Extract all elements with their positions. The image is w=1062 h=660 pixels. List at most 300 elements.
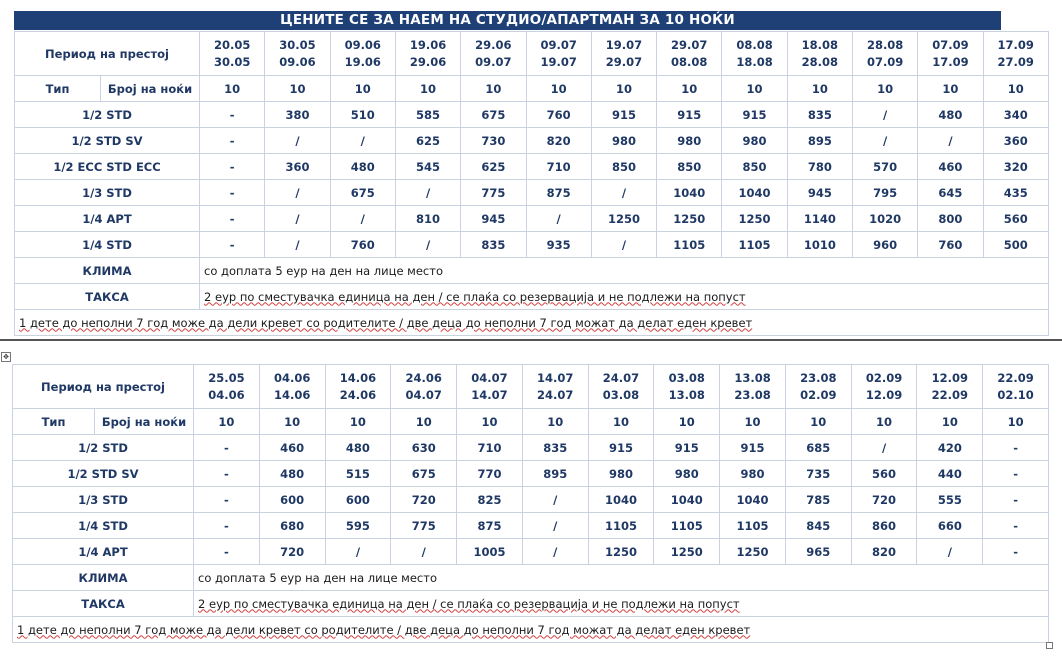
period-to: 23.08 — [734, 387, 771, 402]
period-to: 29.06 — [409, 54, 447, 69]
price-cell: 760 — [330, 232, 395, 258]
table-row — [15, 180, 1049, 206]
price-cell: 360 — [265, 154, 330, 180]
room-type-cell: 1/4 STD — [13, 513, 194, 539]
nights-cell: 10 — [983, 76, 1048, 102]
price-cell: 915 — [654, 435, 720, 461]
price-cell: / — [852, 102, 917, 128]
period-from: 28.08 — [866, 37, 904, 52]
price-cell: / — [591, 180, 656, 206]
period-to: 14.07 — [471, 387, 508, 402]
price-cell: 795 — [852, 180, 917, 206]
nights-cell: 10 — [200, 76, 265, 102]
nights-row — [13, 409, 1049, 435]
period-from: 03.08 — [668, 370, 705, 385]
price-cell: / — [330, 128, 395, 154]
nights-column-label: Број на ноќи — [95, 409, 194, 435]
period-label: Период на престој — [13, 365, 194, 409]
taksa-note: 2 еур по сместувачка единица на ден / се плаќа со резервација и не подлежи на попуст — [198, 596, 740, 611]
price-cell: 510 — [330, 102, 395, 128]
price-cell: 1020 — [852, 206, 917, 232]
period-to: 24.06 — [339, 387, 377, 402]
nights-cell: 10 — [654, 409, 720, 435]
price-cell: 875 — [457, 513, 523, 539]
price-cell: / — [522, 513, 588, 539]
price-cell: 1105 — [657, 232, 722, 258]
footer-row — [15, 310, 1049, 336]
price-cell: 630 — [391, 435, 457, 461]
period-cell — [522, 365, 588, 409]
price-cell: / — [526, 206, 591, 232]
period-cell — [265, 32, 330, 76]
price-cell: 1250 — [722, 206, 787, 232]
children-note: 1 дете до неполни 7 год може да дели кревет со родителите / две деца до неполни 7 год можат да делат еден кревет — [17, 622, 751, 637]
price-cell: 340 — [983, 102, 1048, 128]
price-cell: / — [265, 232, 330, 258]
footer-row — [13, 617, 1049, 643]
period-to: 19.06 — [344, 54, 381, 69]
price-cell: / — [330, 206, 395, 232]
price-cell: 720 — [851, 487, 917, 513]
price-cell: 785 — [785, 487, 851, 513]
price-cell: - — [194, 461, 260, 487]
period-cell — [720, 365, 786, 409]
price-cell: 835 — [522, 435, 588, 461]
taksa-row — [13, 591, 1049, 617]
nights-cell: 10 — [461, 76, 526, 102]
price-cell: 760 — [526, 102, 591, 128]
period-from: 13.08 — [734, 370, 771, 385]
taksa-label: ТАКСА — [15, 284, 200, 310]
table-move-handle-icon[interactable]: ✥ — [1, 352, 11, 362]
period-from: 14.07 — [537, 370, 574, 385]
price-cell: 480 — [330, 154, 395, 180]
period-to: 09.06 — [279, 54, 316, 69]
price-cell: / — [917, 539, 983, 565]
nights-cell: 10 — [787, 76, 852, 102]
table-row — [13, 539, 1049, 565]
price-cell: 600 — [259, 487, 325, 513]
price-cell: 1005 — [457, 539, 523, 565]
price-cell: 1105 — [720, 513, 786, 539]
period-to: 14.06 — [273, 387, 311, 402]
price-cell: 1250 — [657, 206, 722, 232]
period-to: 27.09 — [997, 54, 1034, 69]
price-cell: / — [851, 435, 917, 461]
price-cell: 675 — [391, 461, 457, 487]
room-type-cell: 1/4 STD — [15, 232, 200, 258]
period-cell — [325, 365, 391, 409]
price-cell: 1040 — [722, 180, 787, 206]
period-cell — [457, 365, 523, 409]
price-cell: 1040 — [588, 487, 654, 513]
period-to: 12.09 — [865, 387, 903, 402]
children-note-cell — [15, 310, 1049, 336]
price-cell: / — [852, 128, 917, 154]
nights-cell: 10 — [591, 76, 656, 102]
price-cell: 835 — [461, 232, 526, 258]
nights-cell: 10 — [526, 76, 591, 102]
taksa-note-cell — [194, 591, 1049, 617]
price-cell: 835 — [787, 102, 852, 128]
taksa-note-cell — [200, 284, 1049, 310]
price-cell: 480 — [259, 461, 325, 487]
price-cell: 735 — [785, 461, 851, 487]
price-cell: 935 — [526, 232, 591, 258]
price-cell: 915 — [657, 102, 722, 128]
nights-cell: 10 — [720, 409, 786, 435]
table-row — [15, 102, 1049, 128]
price-cell: - — [200, 102, 265, 128]
klima-row — [13, 565, 1049, 591]
price-cell: 760 — [918, 232, 983, 258]
period-from: 25.05 — [208, 370, 245, 385]
nights-cell: 10 — [657, 76, 722, 102]
period-to: 09.07 — [475, 54, 512, 69]
price-cell: 570 — [852, 154, 917, 180]
period-to: 02.10 — [997, 387, 1034, 402]
klima-label: КЛИМА — [13, 565, 194, 591]
price-cell: - — [983, 539, 1049, 565]
price-cell: 600 — [325, 487, 391, 513]
price-cell: 1040 — [657, 180, 722, 206]
price-cell: 675 — [330, 180, 395, 206]
nights-cell: 10 — [325, 409, 391, 435]
period-to: 18.08 — [736, 54, 773, 69]
table-row — [13, 461, 1049, 487]
nights-cell: 10 — [983, 409, 1049, 435]
price-cell: / — [918, 128, 983, 154]
price-cell: 780 — [787, 154, 852, 180]
klima-label: КЛИМА — [15, 258, 200, 284]
price-table-1 — [14, 31, 1049, 336]
period-to: 19.07 — [540, 54, 577, 69]
price-cell: / — [522, 539, 588, 565]
nights-row — [15, 76, 1049, 102]
price-cell: 915 — [588, 435, 654, 461]
period-cell — [395, 32, 460, 76]
price-cell: 915 — [722, 102, 787, 128]
price-cell: / — [391, 539, 457, 565]
taksa-label: ТАКСА — [13, 591, 194, 617]
price-cell: 720 — [259, 539, 325, 565]
room-type-cell: 1/2 ECC STD ECC — [15, 154, 200, 180]
price-cell: 435 — [983, 180, 1048, 206]
nights-cell: 10 — [722, 76, 787, 102]
price-cell: - — [200, 180, 265, 206]
price-cell: 895 — [787, 128, 852, 154]
room-type-cell: 1/4 APT — [13, 539, 194, 565]
price-cell: 380 — [265, 102, 330, 128]
price-cell: 685 — [785, 435, 851, 461]
price-cell: 960 — [852, 232, 917, 258]
price-cell: 560 — [983, 206, 1048, 232]
period-cell — [983, 32, 1048, 76]
period-to: 07.09 — [866, 54, 904, 69]
table-resize-handle-icon[interactable] — [1046, 642, 1053, 649]
nights-cell: 10 — [330, 76, 395, 102]
price-cell: 980 — [591, 128, 656, 154]
taksa-row — [15, 284, 1049, 310]
period-from: 09.07 — [540, 37, 577, 52]
price-cell: 440 — [917, 461, 983, 487]
period-cell — [194, 365, 260, 409]
period-from: 17.09 — [997, 37, 1034, 52]
price-cell: - — [194, 435, 260, 461]
nights-cell: 10 — [918, 76, 983, 102]
price-cell: 775 — [461, 180, 526, 206]
period-cell — [200, 32, 265, 76]
price-cell: 850 — [657, 154, 722, 180]
taksa-note: 2 еур по сместувачка единица на ден / се плаќа со резервација и не подлежи на попуст — [204, 289, 746, 304]
price-cell: 980 — [722, 128, 787, 154]
price-cell: 860 — [851, 513, 917, 539]
price-cell: 1105 — [654, 513, 720, 539]
price-cell: / — [591, 232, 656, 258]
nights-cell: 10 — [395, 76, 460, 102]
price-cell: 825 — [457, 487, 523, 513]
price-cell: 820 — [851, 539, 917, 565]
period-from: 19.07 — [605, 37, 643, 52]
price-cell: 1250 — [588, 539, 654, 565]
nights-cell: 10 — [194, 409, 260, 435]
period-to: 02.09 — [800, 387, 837, 402]
nights-cell: 10 — [588, 409, 654, 435]
price-cell: / — [325, 539, 391, 565]
price-cell: 560 — [851, 461, 917, 487]
price-cell: 1105 — [722, 232, 787, 258]
period-cell — [657, 32, 722, 76]
price-cell: 800 — [918, 206, 983, 232]
price-cell: - — [200, 128, 265, 154]
period-from: 04.06 — [273, 370, 311, 385]
price-cell: / — [395, 232, 460, 258]
price-cell: 625 — [461, 154, 526, 180]
price-cell: 720 — [391, 487, 457, 513]
price-cell: 980 — [657, 128, 722, 154]
children-note-cell — [13, 617, 1049, 643]
period-from: 02.09 — [865, 370, 903, 385]
price-cell: 710 — [457, 435, 523, 461]
period-to: 29.07 — [605, 54, 643, 69]
nights-cell: 10 — [265, 76, 330, 102]
price-cell: / — [522, 487, 588, 513]
price-cell: 545 — [395, 154, 460, 180]
period-from: 22.09 — [997, 370, 1034, 385]
price-cell: 850 — [722, 154, 787, 180]
period-from: 07.09 — [932, 37, 969, 52]
price-cell: 980 — [588, 461, 654, 487]
price-cell: - — [200, 154, 265, 180]
price-cell: 420 — [917, 435, 983, 461]
price-cell: 555 — [917, 487, 983, 513]
period-from: 29.06 — [475, 37, 512, 52]
price-cell: 1250 — [591, 206, 656, 232]
price-cell: 895 — [522, 461, 588, 487]
period-cell — [983, 365, 1049, 409]
price-cell: 965 — [785, 539, 851, 565]
period-to: 04.06 — [208, 387, 245, 402]
price-cell: 660 — [917, 513, 983, 539]
price-cell: - — [194, 539, 260, 565]
price-cell: 480 — [918, 102, 983, 128]
table-row — [13, 435, 1049, 461]
table-row — [15, 206, 1049, 232]
period-cell — [917, 365, 983, 409]
price-cell: 460 — [918, 154, 983, 180]
table-row — [15, 154, 1049, 180]
room-type-cell: 1/2 STD SV — [13, 461, 194, 487]
period-to: 30.05 — [213, 54, 251, 69]
type-column-label: Тип — [15, 76, 101, 102]
price-cell: 875 — [526, 180, 591, 206]
price-cell: 460 — [259, 435, 325, 461]
period-from: 12.09 — [931, 370, 969, 385]
price-cell: - — [200, 232, 265, 258]
price-cell: 945 — [461, 206, 526, 232]
period-to: 04.07 — [405, 387, 442, 402]
nights-cell: 10 — [917, 409, 983, 435]
period-cell — [461, 32, 526, 76]
period-cell — [918, 32, 983, 76]
price-cell: 775 — [391, 513, 457, 539]
table-row — [13, 487, 1049, 513]
price-cell: 500 — [983, 232, 1048, 258]
price-cell: 1250 — [720, 539, 786, 565]
room-type-cell: 1/2 STD SV — [15, 128, 200, 154]
table-row — [13, 513, 1049, 539]
price-cell: 515 — [325, 461, 391, 487]
klima-row — [15, 258, 1049, 284]
period-from: 08.08 — [736, 37, 773, 52]
period-cell — [330, 32, 395, 76]
period-to: 08.08 — [671, 54, 708, 69]
period-from: 14.06 — [339, 370, 377, 385]
period-from: 29.07 — [671, 37, 708, 52]
period-from: 09.06 — [344, 37, 381, 52]
period-label: Период на престој — [15, 32, 200, 76]
period-cell — [526, 32, 591, 76]
price-cell: 770 — [457, 461, 523, 487]
price-cell: - — [983, 513, 1049, 539]
price-cell: - — [200, 206, 265, 232]
period-cell — [785, 365, 851, 409]
period-to: 24.07 — [537, 387, 574, 402]
price-cell: 850 — [591, 154, 656, 180]
price-cell: 1250 — [654, 539, 720, 565]
price-table-2 — [12, 364, 1049, 643]
period-to: 17.09 — [932, 54, 969, 69]
price-cell: 1040 — [720, 487, 786, 513]
nights-cell: 10 — [259, 409, 325, 435]
period-to: 03.08 — [602, 387, 640, 402]
price-cell: 645 — [918, 180, 983, 206]
nights-cell: 10 — [785, 409, 851, 435]
price-cell: 1010 — [787, 232, 852, 258]
price-cell: 1040 — [654, 487, 720, 513]
period-cell — [654, 365, 720, 409]
period-from: 18.08 — [801, 37, 839, 52]
price-cell: 980 — [654, 461, 720, 487]
period-from: 30.05 — [279, 37, 316, 52]
period-cell — [259, 365, 325, 409]
price-cell: 730 — [461, 128, 526, 154]
nights-column-label: Број на ноќи — [101, 76, 200, 102]
klima-note: со доплата 5 еур на ден на лице место — [200, 258, 1049, 284]
period-header-row — [15, 32, 1049, 76]
period-to: 22.09 — [931, 387, 969, 402]
period-cell — [851, 365, 917, 409]
price-cell: - — [194, 487, 260, 513]
children-note: 1 дете до неполни 7 год може да дели кревет со родителите / две деца до неполни 7 год можат да делат еден кревет — [19, 315, 753, 330]
price-cell: / — [265, 206, 330, 232]
period-from: 24.07 — [602, 370, 640, 385]
nights-cell: 10 — [457, 409, 523, 435]
section-divider — [0, 339, 1062, 341]
price-cell: - — [983, 435, 1049, 461]
price-cell: 360 — [983, 128, 1048, 154]
period-cell — [787, 32, 852, 76]
period-from: 04.07 — [471, 370, 508, 385]
price-cell: - — [983, 487, 1049, 513]
period-to: 13.08 — [668, 387, 705, 402]
price-cell: 820 — [526, 128, 591, 154]
price-cell: 585 — [395, 102, 460, 128]
price-cell: 1140 — [787, 206, 852, 232]
klima-note: со доплата 5 еур на ден на лице место — [194, 565, 1049, 591]
price-cell: 810 — [395, 206, 460, 232]
page-title: ЦЕНИТЕ СЕ ЗА НАЕМ НА СТУДИО/АПАРТМАН ЗА 10 НОЌИ — [14, 11, 1001, 30]
period-cell — [852, 32, 917, 76]
period-cell — [588, 365, 654, 409]
nights-cell: 10 — [852, 76, 917, 102]
price-cell: 595 — [325, 513, 391, 539]
period-cell — [722, 32, 787, 76]
price-cell: - — [194, 513, 260, 539]
room-type-cell: 1/2 STD — [15, 102, 200, 128]
price-cell: 480 — [325, 435, 391, 461]
period-cell — [391, 365, 457, 409]
period-header-row — [13, 365, 1049, 409]
period-from: 20.05 — [213, 37, 251, 52]
price-cell: / — [265, 128, 330, 154]
price-cell: 675 — [461, 102, 526, 128]
price-cell: 915 — [720, 435, 786, 461]
table-row — [15, 232, 1049, 258]
nights-cell: 10 — [391, 409, 457, 435]
room-type-cell: 1/3 STD — [15, 180, 200, 206]
period-from: 24.06 — [405, 370, 442, 385]
room-type-cell: 1/4 APT — [15, 206, 200, 232]
nights-cell: 10 — [851, 409, 917, 435]
room-type-cell: 1/2 STD — [13, 435, 194, 461]
price-cell: 945 — [787, 180, 852, 206]
price-cell: 980 — [720, 461, 786, 487]
price-cell: - — [983, 461, 1049, 487]
period-to: 28.08 — [801, 54, 839, 69]
period-from: 19.06 — [409, 37, 447, 52]
price-cell: 710 — [526, 154, 591, 180]
price-cell: 320 — [983, 154, 1048, 180]
table-row — [15, 128, 1049, 154]
price-cell: / — [265, 180, 330, 206]
price-cell: 680 — [259, 513, 325, 539]
nights-cell: 10 — [522, 409, 588, 435]
type-column-label: Тип — [13, 409, 95, 435]
period-from: 23.08 — [800, 370, 837, 385]
room-type-cell: 1/3 STD — [13, 487, 194, 513]
period-cell — [591, 32, 656, 76]
